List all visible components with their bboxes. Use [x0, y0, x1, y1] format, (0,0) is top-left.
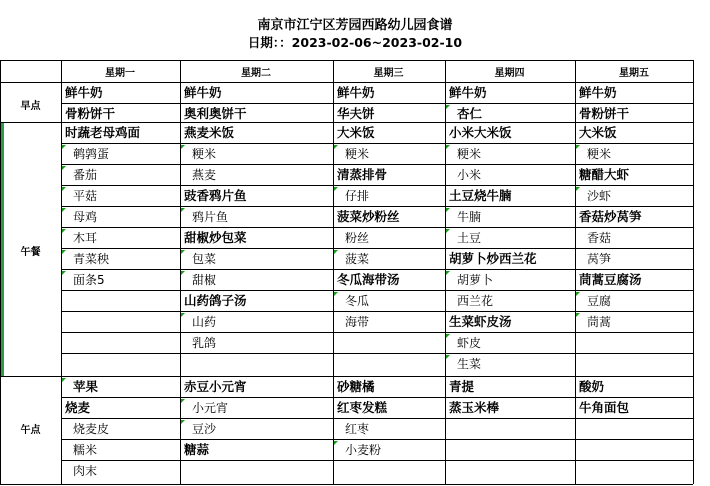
menu-item: 牛角面包: [579, 400, 630, 415]
menu-item: 奥利奥饼干: [184, 106, 247, 121]
cell-row-divider: [180, 460, 333, 461]
cell-row-divider: [61, 353, 180, 354]
menu-item: 小米大米饭: [449, 125, 512, 140]
menu-item: 骨粉饼干: [65, 106, 116, 121]
menu-item: 红枣发糕: [337, 400, 388, 415]
menu-item: 粳米: [180, 144, 333, 164]
menu-item: 豉香鸦片鱼: [184, 188, 247, 203]
menu-item: 粳米: [575, 144, 693, 164]
menu-item: 大米饭: [337, 125, 375, 140]
menu-item: 山药: [180, 312, 333, 332]
menu-date: 日期：：2023-02-06~2023-02-10: [247, 35, 463, 50]
day-header-thu: 星期四: [494, 68, 525, 79]
day-header-tue: 星期二: [241, 68, 271, 79]
menu-item: 仔排: [333, 186, 445, 206]
menu-item: 小元宵: [180, 398, 333, 418]
cell-row-divider: [575, 439, 693, 440]
menu-item: 清蒸排骨: [337, 167, 388, 182]
cell-row-divider: [61, 311, 180, 312]
menu-item: 砂糖橘: [337, 379, 375, 394]
cell-row-divider: [61, 332, 180, 333]
meal-label-breakfast: 早点: [20, 101, 41, 112]
menu-item: 茼蒿豆腐汤: [579, 272, 642, 287]
menu-item: 沙虾: [575, 186, 693, 206]
table-col-border: [693, 60, 694, 484]
cell-row-divider: [333, 353, 445, 354]
cell-row-divider: [61, 290, 180, 291]
menu-item: 茼蒿: [575, 312, 693, 332]
menu-item: 鲜牛奶: [449, 85, 487, 100]
menu-item: 烧麦皮: [73, 422, 110, 436]
day-header-mon: 星期一: [105, 68, 135, 79]
cell-row-divider: [575, 332, 693, 333]
menu-title: 南京市江宁区芳园西路幼儿园食谱: [257, 18, 453, 33]
menu-item: 鲜牛奶: [337, 85, 375, 100]
meal-label-snack: 午点: [20, 425, 41, 436]
menu-item: 骨粉饼干: [579, 106, 630, 121]
table-top-border: [0, 60, 693, 61]
menu-item: 酸奶: [579, 379, 605, 394]
menu-item: 粳米: [333, 144, 445, 164]
menu-item: 冬瓜海带汤: [337, 272, 400, 287]
menu-item: 蒸玉米棒: [449, 400, 500, 415]
menu-item: 鹌鹑蛋: [61, 144, 180, 164]
menu-item: 菠菜炒粉丝: [337, 209, 400, 224]
menu-item: 土豆烧牛腩: [449, 188, 512, 203]
cell-row-divider: [575, 460, 693, 461]
menu-item: 甜椒: [180, 270, 333, 290]
day-header-wed: 星期三: [373, 68, 404, 79]
cell-row-divider: [575, 353, 693, 354]
menu-item: 海带: [345, 315, 370, 329]
menu-item: 平菇: [61, 186, 180, 206]
menu-item: 母鸡: [61, 207, 180, 227]
menu-item: 番茄: [61, 165, 180, 185]
menu-item: 青提: [449, 379, 475, 394]
menu-item: 肉末: [73, 464, 98, 478]
menu-item: 粉丝: [345, 231, 370, 245]
table-row-border: [0, 484, 693, 485]
menu-item: 菠菜: [333, 249, 445, 269]
cell-row-divider: [333, 332, 445, 333]
menu-item: 华夫饼: [337, 106, 375, 121]
menu-item: 鲜牛奶: [65, 85, 103, 100]
menu-item: 烧麦: [65, 400, 91, 415]
menu-item: 甜椒炒包菜: [184, 230, 247, 245]
menu-item: 苹果: [61, 377, 180, 397]
menu-item: 牛腩: [445, 207, 575, 227]
menu-item: 时蔬老母鸡面: [65, 125, 141, 140]
menu-item: 燕麦: [192, 168, 217, 182]
menu-item: 豆腐: [575, 291, 693, 311]
menu-item: 糖蒜: [184, 442, 210, 457]
menu-item: 生菜: [445, 354, 575, 374]
menu-item: 莴笋: [587, 252, 612, 266]
menu-item: 胡萝卜: [445, 270, 575, 290]
menu-item: 胡萝卜炒西兰花: [449, 251, 537, 266]
cell-row-divider: [445, 418, 575, 419]
cell-row-divider: [180, 353, 333, 354]
menu-item: 乳鸽: [192, 336, 217, 350]
menu-item: 木耳: [61, 228, 180, 248]
menu-item: 虾皮: [445, 333, 575, 353]
menu-item: 豆沙: [180, 419, 333, 439]
menu-item: 粳米: [445, 144, 575, 164]
menu-item: 西兰花: [457, 294, 494, 308]
table-col-border: [0, 60, 1, 484]
menu-item: 山药鸽子汤: [184, 293, 247, 308]
menu-item: 香菇炒莴笋: [579, 209, 642, 224]
menu-item: 生菜虾皮汤: [449, 314, 512, 329]
menu-item: 青菜秧: [61, 249, 180, 269]
menu-item: 小米: [457, 168, 482, 182]
menu-item: 土豆: [445, 228, 575, 248]
cell-row-divider: [445, 460, 575, 461]
menu-item: 大米饭: [579, 125, 617, 140]
menu-item: 燕麦米饭: [184, 125, 235, 140]
menu-item: 鸦片鱼: [180, 207, 333, 227]
menu-item: 糯米: [73, 443, 98, 457]
menu-item: 鲜牛奶: [579, 85, 617, 100]
menu-item: 赤豆小元宵: [184, 379, 247, 394]
menu-item: 面条5: [61, 270, 180, 290]
menu-item: 杏仁: [445, 104, 575, 124]
meal-label-lunch: 午餐: [20, 247, 41, 258]
menu-item: 红枣: [345, 422, 370, 436]
cell-row-divider: [575, 418, 693, 419]
menu-item: 糖醋大虾: [579, 167, 630, 182]
menu-item: 冬瓜: [333, 291, 445, 311]
menu-item: 小麦粉: [333, 440, 445, 460]
day-header-fri: 星期五: [619, 68, 649, 79]
menu-item: 鲜牛奶: [184, 85, 222, 100]
cell-row-divider: [333, 460, 445, 461]
menu-item: 包菜: [180, 249, 333, 269]
cell-row-divider: [445, 439, 575, 440]
menu-item: 香菇: [587, 231, 612, 245]
